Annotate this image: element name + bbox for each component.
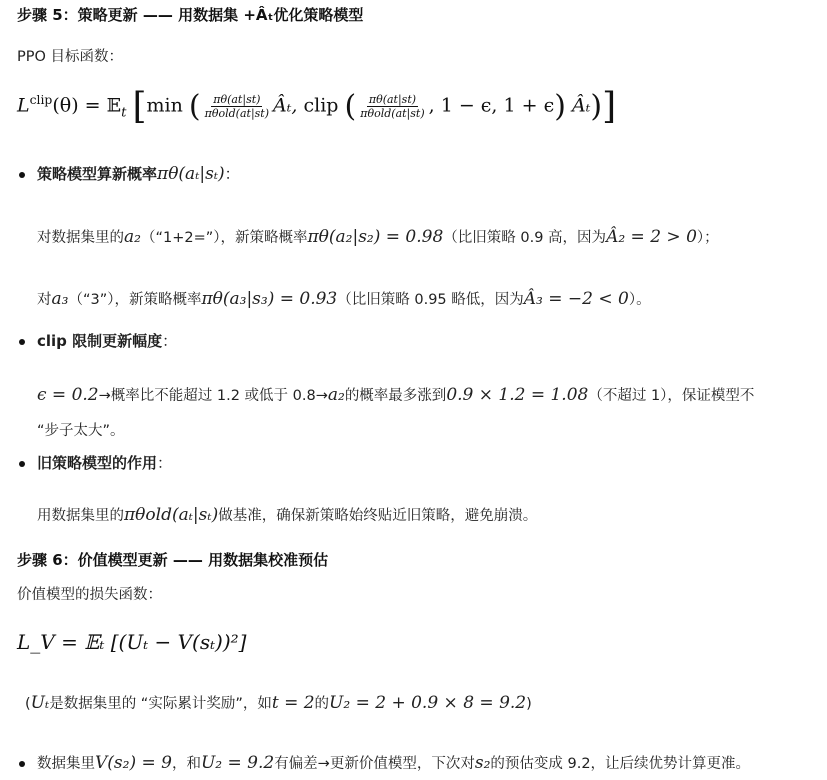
formula-close-paren: ) (554, 89, 566, 124)
formula-lhs-sup: clip (29, 93, 53, 108)
formula-clip-tail: , 1 − ϵ, 1 + ϵ (428, 94, 555, 117)
formula-min: min (146, 94, 183, 117)
bullet-dot (19, 761, 25, 767)
formula-open-bracket: [ (132, 86, 147, 127)
bullet-math: πθ(aₜ|sₜ) (157, 164, 225, 184)
bullet-title: 策略模型算新概率 (37, 165, 158, 183)
loss-label: 价值模型的损失函数： (17, 587, 162, 603)
bullet-colon: ： (224, 165, 240, 183)
bullet-old-policy: 旧策略模型的作用： (37, 454, 173, 472)
ppo-label: PPO 目标函数： (17, 49, 124, 65)
line-epsilon: ϵ = 0.2→概率比不能超过 1.2 或低于 0.8→a₂的概率最多涨到0.9 × 1.2 = 1.08（不超过 1），保证模型不 (37, 385, 755, 405)
line-baseline: 用数据集里的πθold(aₜ|sₜ)做基准，确保新策略始终贴近旧策略，避免崩溃。 (37, 505, 538, 525)
formula-open-paren: ( (188, 89, 201, 124)
step5-heading: 步骤 5：策略更新 —— 用数据集 +Âₜ优化策略模型 (17, 6, 364, 24)
ppo-formula (17, 86, 616, 127)
formula-close-bracket: ] (602, 86, 617, 127)
step6-heading: 步骤 6：价值模型更新 —— 用数据集校准预估 (17, 551, 329, 569)
formula-rest-1: (θ) = 𝔼 (52, 94, 122, 117)
formula-close-paren-2: ) (590, 89, 603, 124)
formula-end-advantage: Âₜ (572, 94, 591, 117)
formula-fraction: $\frac{\pi\theta(at|st)}{\text{πθold(at|st)}}$ (204, 93, 270, 120)
bullet-dot (19, 172, 25, 178)
line-step-size: “步子太大”。 (37, 423, 125, 439)
reward-note: (Uₜ是数据集里的 “实际累计奖励”，如t = 2的U₂ = 2 + 0.9 × 8 = 9.2) (25, 693, 532, 713)
bullet-dot (19, 461, 25, 467)
line-a2: 对数据集里的a₂（“1+2=”），新策略概率πθ(a₂|s₂) = 0.98（比旧策略 0.9 高，因为Â₂ = 2 > 0）； (37, 227, 719, 247)
bullet-new-probability (37, 163, 240, 184)
document-body (17, 0, 817, 780)
formula-fraction-2: $\frac{\pi\theta(at|st)}{\text{πθold(at|st)}}$ (360, 93, 425, 120)
formula-advantage: Âₜ, (273, 94, 298, 117)
formula-lhs: L (17, 94, 30, 117)
bullet-dot (19, 339, 25, 345)
bullet-clip: clip 限制更新幅度： (37, 332, 178, 350)
formula-t: t (121, 105, 127, 121)
line-a3: 对a₃（“3”），新策略概率πθ(a₃|s₃) = 0.93（比旧策略 0.95 略低，因为Â₃ = −2 < 0）。 (37, 289, 651, 309)
formula-open-paren-2: ( (344, 89, 357, 124)
formula-clip: clip (303, 94, 339, 117)
value-loss-formula: L_V = 𝔼ₜ [(Uₜ − V(sₜ))²] (17, 630, 247, 654)
value-update-line: 数据集里V(s₂) = 9，和U₂ = 9.2有偏差→更新价值模型，下次对s₂的预估变成 9.2，让后续优势计算更准。 (37, 753, 751, 773)
